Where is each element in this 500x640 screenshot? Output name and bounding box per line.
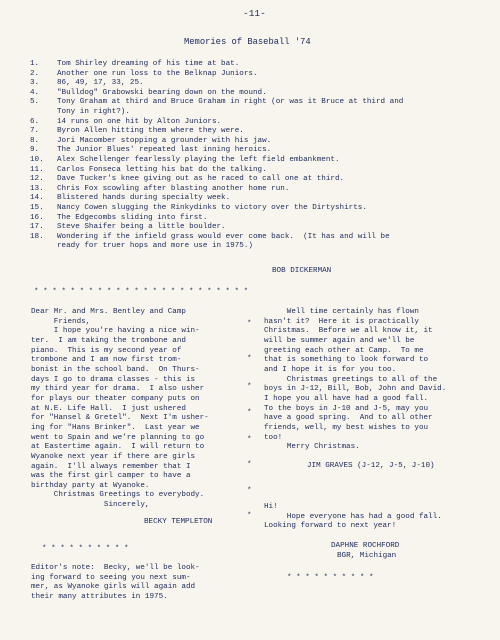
memory-text: Wondering if the infield grass would ever come back. (It has and will be: [57, 232, 390, 241]
memory-item: [30, 60, 490, 70]
note-line: Hope everyone has had a good fall.: [264, 512, 442, 521]
memory-number: 17.: [30, 223, 44, 232]
memory-item: [30, 242, 490, 252]
memory-number: 15.: [30, 203, 44, 212]
memory-number: [30, 242, 57, 252]
letter-line: that is something to look forward to: [264, 356, 429, 365]
letter-line: Merry Christmas.: [264, 443, 360, 452]
memory-item: [30, 98, 490, 108]
divider-star: *: [247, 409, 252, 417]
letter-line: friends, well, my best wishes to you: [264, 423, 429, 432]
letter-line: at N.E. Life Hall. I just ushered: [31, 404, 186, 413]
letter-line: To the boys in J-10 and J-5, may you: [264, 404, 429, 413]
memory-text: "Bulldog" Grabowski bearing down on the mound.: [57, 88, 267, 97]
memory-text: Carlos Fonseca letting his bat do the talking.: [57, 165, 267, 174]
letter-line: I hope you all have had a good fall.: [264, 394, 429, 403]
memory-text: Jori Macomber stopping a grounder with his jaw.: [57, 136, 272, 145]
memory-number: 7.: [30, 127, 40, 136]
letter-line: for "Hansel & Gretel". Next I'm usher-: [31, 414, 209, 423]
memory-text: Dave Tucker's knee giving out as he raced to call one at third.: [57, 175, 345, 184]
letter-line: birthday party at Wyanoke.: [31, 481, 150, 490]
memory-number: 1.: [30, 60, 40, 68]
memory-number: 8.: [30, 136, 40, 145]
memory-item: [30, 108, 490, 118]
divider-star: *: [247, 320, 252, 328]
letter-line: at Eastertime again. I will return to: [31, 443, 205, 452]
jim-signature: JIM GRAVES (J-12, J-5, J-10): [307, 462, 435, 470]
memory-number: 9.: [30, 146, 40, 155]
memory-item: [30, 137, 490, 147]
divider-star: *: [247, 383, 252, 391]
memory-item: [30, 89, 490, 99]
memory-item: [30, 127, 490, 137]
letter-line: Well time certainly has flown: [264, 308, 419, 316]
daphne-signature-place: BGR, Michigan: [337, 552, 397, 560]
letter-line: Dear Mr. and Mrs. Bentley and Camp: [31, 308, 186, 316]
letter-line: Friends,: [31, 317, 91, 326]
memory-number: 13.: [30, 184, 44, 193]
memory-number: 3.: [30, 79, 40, 88]
memory-item: [30, 214, 490, 224]
letter-line: Christmas. Before we all know it, it: [264, 327, 433, 336]
becky-letter: [31, 308, 209, 511]
letter-line: greeting each other at Camp. To me: [264, 346, 424, 355]
section-title: Memories of Baseball '74: [184, 37, 311, 47]
memory-number: 11.: [30, 165, 44, 174]
letter-line: went to Spain and we're planning to go: [31, 433, 205, 442]
star-divider: * * * * * * * * * * * * * * * * * * * * * * * *: [34, 288, 249, 296]
memory-item: [30, 175, 490, 185]
memory-text: The Edgecombs sliding into first.: [57, 213, 208, 222]
letter-line: my third year for drama. I also usher: [31, 385, 205, 394]
memory-item: [30, 118, 490, 128]
memory-item: [30, 194, 490, 204]
daphne-signature-name: DAPHNE ROCHFORD: [331, 542, 400, 550]
divider-star: *: [247, 355, 252, 363]
memory-text: 86, 49, 17, 33, 25.: [57, 79, 144, 88]
memory-text: ready for truer hops and more use in 1975.): [57, 242, 253, 251]
memory-text: Chris Fox scowling after blasting another home run.: [57, 184, 290, 193]
letter-line: boys in J-12, Bill, Bob, John and David.: [264, 385, 447, 394]
memory-item: [30, 185, 490, 195]
memory-text: Byron Allen hitting them where they were.: [57, 127, 244, 136]
letter-line: Christmas greetings to all of the: [264, 375, 438, 384]
memory-number: 14.: [30, 194, 44, 203]
memory-item: [30, 156, 490, 166]
letter-line: ing for "Hans Brinker". Last year we: [31, 423, 200, 432]
memories-list: [30, 60, 490, 252]
letter-line: hasn't it? Here it is practically: [264, 317, 419, 326]
letter-line: piano. This is my second year of: [31, 346, 182, 355]
page-number: -11-: [243, 8, 266, 19]
letter-line: for plays our theater company puts on: [31, 394, 200, 403]
star-divider-right: * * * * * * * * * *: [287, 574, 374, 582]
letter-line: again. I'll always remember that I: [31, 462, 191, 471]
letter-line: too!: [264, 433, 283, 442]
memory-text: Tony Graham at third and Bruce Graham in right (or was it Bruce at third and: [57, 98, 404, 107]
memory-text: The Junior Blues' repeated last inning heroics.: [57, 146, 272, 155]
letter-line: days I go to drama classes - this is: [31, 375, 196, 384]
memory-text: Nancy Cowen slugging the Rinkydinks to victory over the Dirtyshirts.: [57, 203, 367, 212]
memory-item: [30, 166, 490, 176]
note-line: Looking forward to next year!: [264, 522, 397, 531]
memory-text: Steve Shaifer being a little boulder.: [57, 223, 226, 232]
divider-star: *: [247, 487, 252, 495]
note-line: ing forward to seeing you next sum-: [31, 573, 191, 582]
letter-line: trombone and I am now first trom-: [31, 356, 182, 365]
memory-number: 6.: [30, 117, 40, 126]
letter-line: and I hope it is for you too.: [264, 365, 397, 374]
memory-number: 5.: [30, 98, 40, 107]
divider-star: *: [247, 436, 252, 444]
memory-text: Another one run loss to the Belknap Juniors.: [57, 69, 258, 78]
memory-number: 12.: [30, 175, 44, 184]
divider-star: *: [247, 512, 252, 520]
memory-text: Blistered hands during specialty week.: [57, 194, 231, 203]
memory-number: 18.: [30, 232, 44, 241]
memory-number: [30, 108, 57, 118]
note-line: their many attributes in 1975.: [31, 592, 168, 601]
letter-line: Sincerely,: [31, 501, 150, 510]
star-divider-short: * * * * * * * * * *: [42, 545, 129, 553]
jim-letter: [264, 308, 446, 453]
memory-number: 10.: [30, 155, 44, 164]
memory-text: Tony in right?).: [57, 107, 130, 116]
memory-number: 4.: [30, 88, 40, 97]
memory-text: 14 runs on one hit by Alton Juniors.: [57, 117, 222, 126]
letter-line: have a good spring. And to all other: [264, 414, 433, 423]
letter-line: Christmas Greetings to everybody.: [31, 491, 205, 500]
memory-item: [30, 70, 490, 80]
memory-item: [30, 146, 490, 156]
memory-item: [30, 79, 490, 89]
editor-note: [31, 564, 200, 603]
memory-number: 16.: [30, 213, 44, 222]
divider-star: *: [247, 461, 252, 469]
memory-item: [30, 223, 490, 233]
note-line: Editor's note: Becky, we'll be look-: [31, 564, 200, 572]
note-line: Hi!: [264, 503, 278, 511]
memory-item: [30, 233, 490, 243]
memories-signature: BOB DICKERMAN: [272, 267, 332, 275]
memory-number: 2.: [30, 69, 40, 78]
letter-line: bonist in the school band. On Thurs-: [31, 365, 200, 374]
letter-line: was the first girl camper to have a: [31, 472, 191, 481]
letter-line: will be summer again and we'll be: [264, 336, 415, 345]
becky-signature: BECKY TEMPLETON: [144, 518, 213, 526]
letter-line: ter. I am taking the trombone and: [31, 336, 186, 345]
note-line: mer, as Wyanoke girls will again add: [31, 583, 196, 592]
memory-text: Alex Schellenger fearlessly playing the left field embankment.: [57, 155, 340, 164]
memory-text: Tom Shirley dreaming of his time at bat.: [57, 60, 240, 68]
daphne-note: [264, 503, 442, 532]
memory-item: [30, 204, 490, 214]
letter-line: Wyanoke next year if there are girls: [31, 452, 196, 461]
letter-line: I hope you're having a nice win-: [31, 327, 200, 336]
